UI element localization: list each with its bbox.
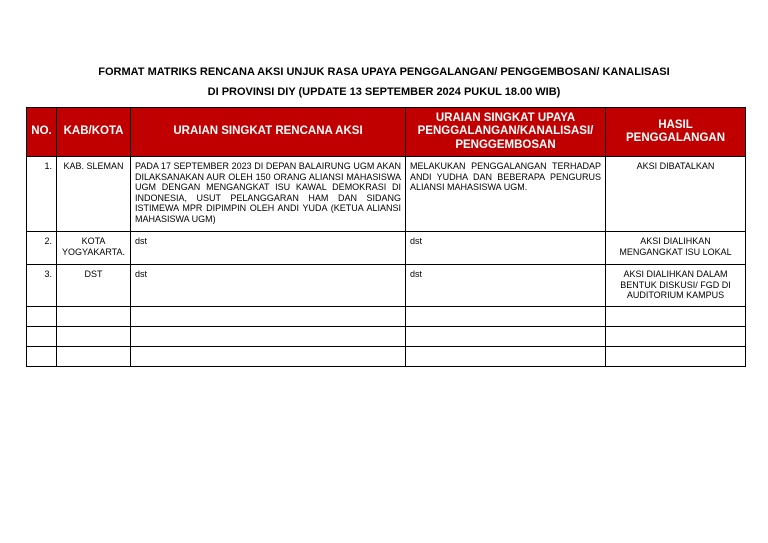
table-row [27,157,746,232]
cell-upaya: dst [406,232,606,265]
document-title-line1: FORMAT MATRIKS RENCANA AKSI UNJUK RASA UPAYA PENGGALANGAN/ PENGGEMBOSAN/ KANALISASI [98,66,670,78]
empty-cell [57,327,131,347]
empty-cell [131,307,406,327]
header-hasil: HASIL PENGGALANGAN [606,108,746,157]
cell-no: 3. [27,265,57,307]
header-kab-kota: KAB/KOTA [57,108,131,157]
cell-hasil: AKSI DIALIHKAN DALAM BENTUK DISKUSI/ FGD DI AUDITORIUM KAMPUS [606,265,746,307]
empty-table-row [27,327,746,347]
empty-cell [406,347,606,367]
empty-cell [131,327,406,347]
cell-hasil: AKSI DIALIHKAN MENGANGKAT ISU LOKAL [606,232,746,265]
document-title-line2: DI PROVINSI DIY (UPDATE 13 SEPTEMBER 2024 PUKUL 18.00 WIB) [207,86,561,98]
cell-upaya: MELAKUKAN PENGGALANGAN TERHADAP ANDI YUDHA DAN BEBERAPA PENGURUS ALIANSI MAHASISWA UGM. [406,157,606,232]
cell-no: 1. [27,157,57,232]
cell-no: 2. [27,232,57,265]
cell-kab-kota: DST [57,265,131,307]
empty-cell [131,347,406,367]
cell-rencana-aksi: dst [131,232,406,265]
cell-hasil: AKSI DIBATALKAN [606,157,746,232]
empty-table-row [27,307,746,327]
empty-cell [406,327,606,347]
header-no: NO. [27,108,57,157]
empty-cell [606,347,746,367]
empty-cell [27,347,57,367]
cell-rencana-aksi: dst [131,265,406,307]
header-rencana-aksi: URAIAN SINGKAT RENCANA AKSI [131,108,406,157]
cell-kab-kota: KOTA YOGYAKARTA. [57,232,131,265]
empty-cell [406,307,606,327]
empty-cell [27,307,57,327]
cell-upaya: dst [406,265,606,307]
empty-cell [57,307,131,327]
empty-cell [606,327,746,347]
empty-cell [606,307,746,327]
cell-rencana-aksi: PADA 17 SEPTEMBER 2023 DI DEPAN BALAIRUNG UGM AKAN DILAKSANAKAN AUR OLEH 150 ORANG ALIANSI MAHASISWA UGM DENGAN MENGANGKAT ISU KAWAL DEMOKRASI DI INDONESIA, USUT PELANGGARAN HAM DAN SIDANG ISTIMEWA MPR DIPIMPIN OLEH ANDI YUDA (KETUA ALIANSI MAHASISWA UGM) [131,157,406,232]
action-plan-matrix-table [26,107,746,367]
table-row [27,232,746,265]
table-row [27,265,746,307]
cell-kab-kota: KAB. SLEMAN [57,157,131,232]
empty-cell [57,347,131,367]
table-header-row [27,108,746,157]
header-upaya: URAIAN SINGKAT UPAYA PENGGALANGAN/KANALISASI/ PENGGEMBOSAN [406,108,606,157]
empty-table-row [27,347,746,367]
empty-cell [27,327,57,347]
